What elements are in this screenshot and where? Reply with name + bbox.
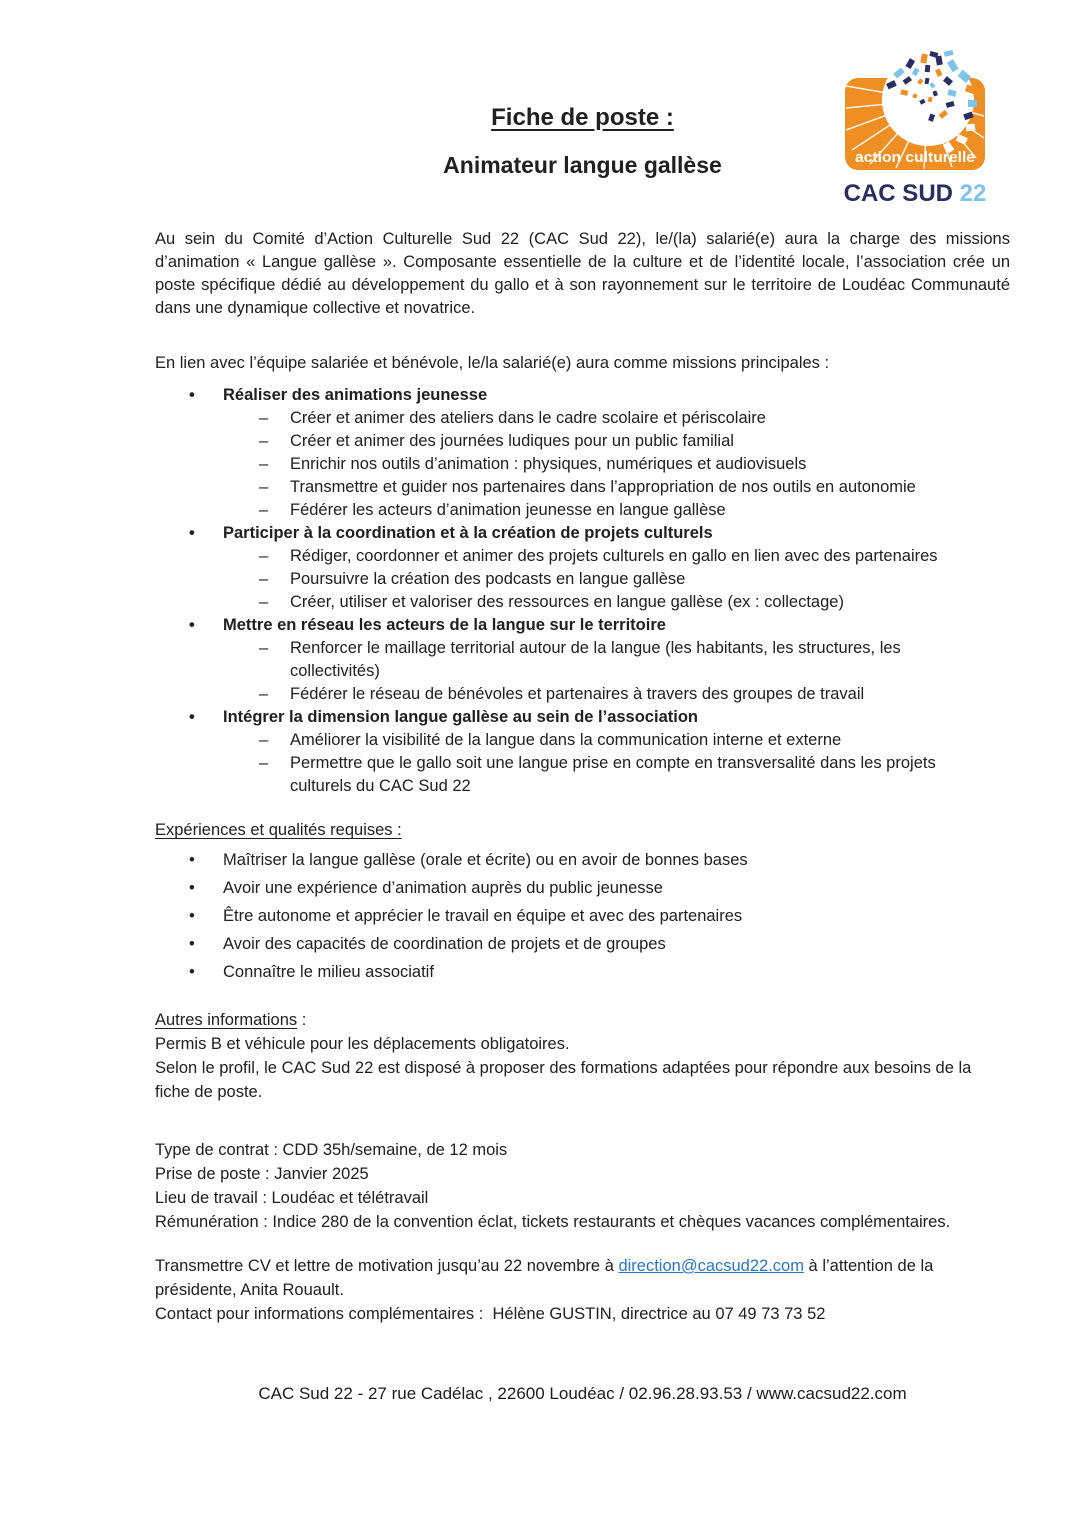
qualification-item: • Avoir une expérience d’animation auprès du public jeunesse [155, 874, 1010, 902]
dash-icon: – [259, 478, 269, 496]
qualifications-list [155, 846, 1010, 986]
mission-item: – Poursuivre la création des podcasts en langue gallèse [155, 568, 1010, 591]
work-location-line: Lieu de travail : Loudéac et télétravail [155, 1189, 429, 1207]
bullet-icon: • [189, 907, 195, 925]
contract-type-line: Type de contrat : CDD 35h/semaine, de 12 mois [155, 1141, 508, 1159]
dash-icon: – [259, 731, 269, 749]
qualifications-heading: Expériences et qualités requises : [155, 821, 402, 839]
application-instructions: Transmettre CV et lettre de motivation jusqu’au 22 novembre à direction@cacsud22.com à l’attention de la présidente, Anita Rouault. [155, 1257, 934, 1299]
start-date-line: Prise de poste : Janvier 2025 [155, 1165, 369, 1183]
page-subtitle: Animateur langue gallèse [443, 152, 722, 178]
qualification-item: • Être autonome et apprécier le travail en équipe et avec des partenaires [155, 902, 1010, 930]
mission-item: – Renforcer le maillage territorial autour de la langue (les habitants, les structures, les collectivités) [155, 637, 1010, 683]
intro-paragraph: Au sein du Comité d’Action Culturelle Sud 22 (CAC Sud 22), le/(la) salarié(e) aura la charge des missions d’animation « Langue gallèse ». Composante essentielle de la culture et de l’identité locale, l’association crée un poste spécifique dédié au développement du gallo et à son rayonnement sur le territoire de Loudéac Communauté dans une dynamique collective et novatrice. [155, 230, 1010, 317]
contact-line: Contact pour informations complémentaires : Hélène GUSTIN, directrice au 07 49 73 73 52 [155, 1305, 826, 1323]
cac-sud-22-logo [840, 50, 990, 207]
mission-item: – Créer et animer des ateliers dans le cadre scolaire et périscolaire [155, 407, 1010, 430]
bullet-icon: • [189, 616, 195, 634]
page-title: Fiche de poste : [491, 104, 674, 131]
qualification-item: • Avoir des capacités de coordination de projets et de groupes [155, 930, 1010, 958]
missions-list [155, 384, 1010, 798]
application-block [155, 1254, 1010, 1326]
bullet-icon: • [189, 879, 195, 897]
dash-icon: – [259, 455, 269, 473]
mission-item: – Fédérer les acteurs d’animation jeunesse en langue gallèse [155, 499, 1010, 522]
logo-caption [840, 181, 990, 207]
bullet-icon: • [189, 935, 195, 953]
mission-item: – Créer, utiliser et valoriser des ressources en langue gallèse (ex : collectage) [155, 591, 1010, 614]
mission-item: – Fédérer le réseau de bénévoles et partenaires à travers des groupes de travail [155, 683, 1010, 706]
dash-icon: – [259, 593, 269, 611]
contract-block [155, 1138, 1010, 1234]
other-info-heading: Autres informations : [155, 1011, 307, 1029]
qualification-item: • Connaître le milieu associatif [155, 958, 1010, 986]
mission-group-title: • Réaliser des animations jeunesse [155, 384, 1010, 407]
mission-item: – Enrichir nos outils d’animation : physiques, numériques et audiovisuels [155, 453, 1010, 476]
dash-icon: – [259, 432, 269, 450]
logo-name-text: CAC SUD [843, 180, 960, 207]
mission-item: – Transmettre et guider nos partenaires dans l’appropriation de nos outils en autonomie [155, 476, 1010, 499]
document-content [155, 103, 1010, 1406]
logo-number-text: 22 [959, 180, 987, 207]
dash-icon: – [259, 754, 269, 772]
dash-icon: – [259, 501, 269, 519]
dash-icon: – [259, 639, 269, 657]
other-info-line: Permis B et véhicule pour les déplacements obligatoires. [155, 1035, 570, 1053]
mission-item: – Améliorer la visibilité de la langue dans la communication interne et externe [155, 729, 1010, 752]
qualification-item: • Maîtriser la langue gallèse (orale et écrite) ou en avoir de bonnes bases [155, 846, 1010, 874]
mission-item: – Créer et animer des journées ludiques pour un public familial [155, 430, 1010, 453]
dash-icon: – [259, 409, 269, 427]
salary-line: Rémunération : Indice 280 de la convention éclat, tickets restaurants et chèques vacances complémentaires. [155, 1213, 951, 1231]
mission-group-title: • Intégrer la dimension langue gallèse au sein de l’association [155, 706, 1010, 729]
email-link[interactable]: direction@cacsud22.com [618, 1257, 804, 1275]
dash-icon: – [259, 547, 269, 565]
bullet-icon: • [189, 963, 195, 981]
dash-icon: – [259, 570, 269, 588]
logo-banner-text: action culturelle [855, 149, 975, 166]
mission-item: – Rédiger, coordonner et animer des projets culturels en gallo en lien avec des partenaires [155, 545, 1010, 568]
bullet-icon: • [189, 708, 195, 726]
dash-icon: – [259, 685, 269, 703]
footer-address: CAC Sud 22 - 27 rue Cadélac , 22600 Loudéac / 02.96.28.93.53 / www.cacsud22.com [258, 1384, 907, 1403]
other-info-line: Selon le profil, le CAC Sud 22 est disposé à proposer des formations adaptées pour répondre aux besoins de la fiche de poste. [155, 1059, 972, 1101]
action-culturelle-logo-graphic [840, 50, 990, 174]
bullet-icon: • [189, 524, 195, 542]
mission-group-title: • Participer à la coordination et à la création de projets culturels [155, 522, 1010, 545]
bullet-icon: • [189, 386, 195, 404]
mission-item: – Permettre que le gallo soit une langue prise en compte en transversalité dans les projets culturels du CAC Sud 22 [155, 752, 1010, 798]
mission-group-title: • Mettre en réseau les acteurs de la langue sur le territoire [155, 614, 1010, 637]
bullet-icon: • [189, 851, 195, 869]
missions-intro-line: En lien avec l’équipe salariée et bénévole, le/la salarié(e) aura comme missions principales : [155, 354, 830, 372]
